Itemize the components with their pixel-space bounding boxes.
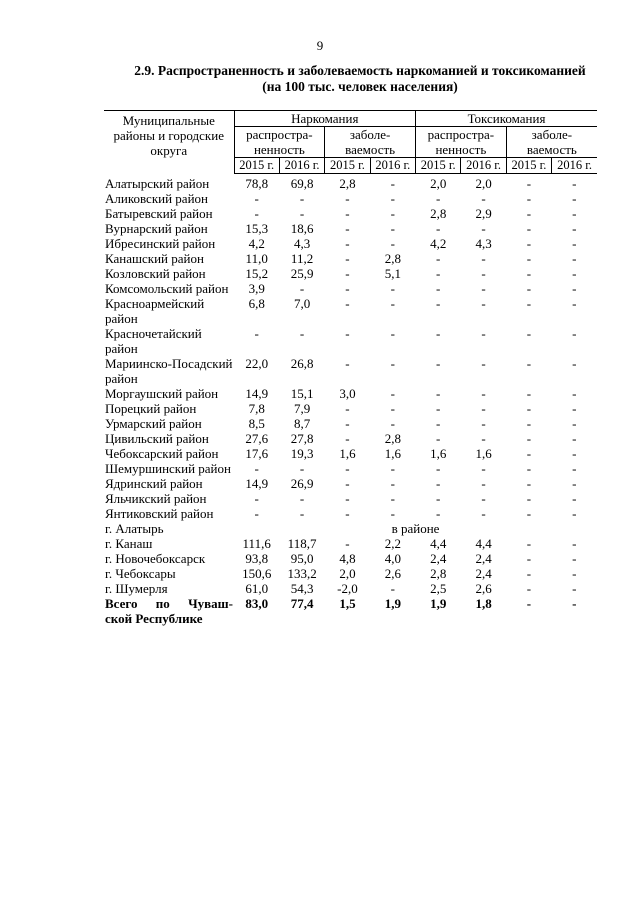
row-value: - bbox=[572, 281, 577, 296]
row-value: - bbox=[390, 461, 395, 476]
row-name: Порецкий район bbox=[105, 401, 197, 416]
row-name: Красноармейский район bbox=[105, 296, 205, 326]
row-value: - bbox=[436, 296, 441, 311]
row-value: - bbox=[299, 326, 305, 341]
row-value: - bbox=[436, 401, 441, 416]
header-narkomania: Наркомания bbox=[234, 111, 416, 127]
row-value: - bbox=[345, 461, 350, 476]
header-year: 2015 г. bbox=[234, 158, 279, 174]
row-value: - bbox=[572, 386, 577, 401]
row-value: - bbox=[345, 236, 350, 251]
row-value: 6,8 bbox=[248, 296, 265, 311]
table-row bbox=[104, 506, 597, 521]
row-value: - bbox=[345, 416, 350, 431]
row-value: - bbox=[436, 431, 441, 446]
table-title-line2: (на 100 тыс. человек населения) bbox=[262, 79, 458, 94]
row-value: - bbox=[526, 551, 532, 566]
row-value: - bbox=[481, 266, 486, 281]
header-narko-incidence bbox=[325, 127, 416, 158]
row-value: 4,8 bbox=[339, 551, 356, 566]
row-value: - bbox=[390, 506, 395, 521]
row-value: - bbox=[481, 401, 486, 416]
row-value: - bbox=[481, 491, 486, 506]
row-value: 17,6 bbox=[245, 446, 269, 461]
row-value: - bbox=[254, 191, 259, 206]
row-value: - bbox=[436, 221, 441, 236]
row-value: - bbox=[481, 251, 486, 266]
row-value: - bbox=[572, 581, 577, 596]
header-year: 2016 г. bbox=[279, 158, 324, 174]
row-value: 2,6 bbox=[475, 581, 492, 596]
row-value: - bbox=[436, 251, 441, 266]
row-value: 5,1 bbox=[384, 266, 401, 281]
row-value: 2,6 bbox=[384, 566, 401, 581]
header-toksi-prevalence-l2: ненность bbox=[435, 142, 487, 157]
row-value: 14,9 bbox=[245, 386, 269, 401]
table-row bbox=[104, 431, 597, 446]
row-name: Цивильский район bbox=[105, 431, 209, 446]
header-toksi-incidence-l2: ваемость bbox=[526, 142, 577, 157]
table-row-total bbox=[104, 596, 597, 626]
row-value: - bbox=[436, 266, 441, 281]
row-value: - bbox=[572, 296, 577, 311]
row-value: - bbox=[526, 221, 532, 236]
total-name-line1 bbox=[105, 596, 233, 611]
row-value: 7,0 bbox=[293, 296, 311, 311]
row-name: Ядринский район bbox=[105, 476, 203, 491]
table-row bbox=[104, 566, 597, 581]
row-value: - bbox=[345, 506, 350, 521]
row-value: - bbox=[572, 326, 577, 341]
row-name: Ибресинский район bbox=[105, 236, 216, 251]
row-value: - bbox=[526, 281, 532, 296]
row-value: - bbox=[345, 296, 350, 311]
row-value: 3,0 bbox=[339, 386, 356, 401]
total-value: - bbox=[572, 596, 577, 611]
row-value: 4,4 bbox=[430, 536, 447, 551]
row-value: - bbox=[345, 356, 350, 371]
row-value: 7,8 bbox=[248, 401, 265, 416]
row-value: - bbox=[526, 536, 532, 551]
row-value: - bbox=[436, 491, 441, 506]
table-row bbox=[104, 491, 597, 506]
row-value: - bbox=[481, 386, 486, 401]
row-value: - bbox=[526, 266, 532, 281]
header-toksikomania: Токсикомания bbox=[416, 111, 598, 127]
total-name-word: Чуваш- bbox=[188, 596, 233, 611]
row-value: 133,2 bbox=[287, 566, 317, 581]
row-value: 27,6 bbox=[245, 431, 269, 446]
row-value: 95,0 bbox=[290, 551, 314, 566]
row-value: - bbox=[572, 416, 577, 431]
row-value: - bbox=[345, 206, 350, 221]
total-value: 1,8 bbox=[475, 596, 492, 611]
row-value: 2,0 bbox=[339, 566, 356, 581]
row-value: - bbox=[390, 191, 395, 206]
row-value: - bbox=[572, 536, 577, 551]
row-value: - bbox=[481, 356, 486, 371]
total-value: 1,9 bbox=[430, 596, 447, 611]
row-value: 2,8 bbox=[384, 431, 401, 446]
row-value: - bbox=[345, 401, 350, 416]
row-value: 4,3 bbox=[293, 236, 311, 251]
row-value: 1,6 bbox=[339, 446, 356, 461]
row-value: - bbox=[526, 386, 532, 401]
row-name: г. Чебоксары bbox=[105, 566, 176, 581]
table-row bbox=[104, 266, 597, 281]
row-name: Яльчикский район bbox=[105, 491, 207, 506]
row-value: - bbox=[526, 461, 532, 476]
total-name bbox=[104, 596, 234, 626]
row-value: - bbox=[526, 401, 532, 416]
row-value: - bbox=[390, 176, 395, 191]
header-year: 2015 г. bbox=[416, 158, 461, 174]
row-value: - bbox=[436, 281, 441, 296]
row-value: - bbox=[572, 191, 577, 206]
row-name: Чебоксарский район bbox=[105, 446, 219, 461]
row-merged-note: в районе bbox=[391, 521, 440, 536]
row-value: - bbox=[526, 566, 532, 581]
row-value: 1,6 bbox=[475, 446, 492, 461]
row-value: 4,3 bbox=[475, 236, 492, 251]
table-row bbox=[104, 386, 597, 401]
row-value: 19,3 bbox=[290, 446, 314, 461]
row-value: - bbox=[390, 491, 395, 506]
row-value: 150,6 bbox=[242, 566, 272, 581]
table-row bbox=[104, 206, 597, 221]
total-name-word: Всего bbox=[105, 596, 138, 611]
row-value: - bbox=[572, 356, 577, 371]
row-value: - bbox=[345, 221, 350, 236]
total-value: - bbox=[526, 596, 532, 611]
row-value: 11,2 bbox=[290, 251, 314, 266]
row-value: - bbox=[436, 461, 441, 476]
row-value: - bbox=[390, 326, 395, 341]
header-narko-incidence-l2: ваемость bbox=[345, 142, 396, 157]
row-value: 7,9 bbox=[293, 401, 311, 416]
header-year: 2016 г. bbox=[552, 158, 597, 174]
table-row bbox=[104, 251, 597, 266]
row-name: Шемуршинский район bbox=[105, 461, 231, 476]
row-name: г. Шумерля bbox=[105, 581, 168, 596]
header-narko-prevalence-l1: распростра- bbox=[246, 127, 313, 142]
row-value: - bbox=[526, 326, 532, 341]
row-value: - bbox=[526, 176, 532, 191]
row-value: - bbox=[526, 191, 532, 206]
row-name: Козловский район bbox=[105, 266, 206, 281]
row-value: - bbox=[254, 461, 259, 476]
table-row bbox=[104, 416, 597, 431]
row-value: - bbox=[481, 296, 486, 311]
row-value: 4,2 bbox=[430, 236, 447, 251]
row-value: - bbox=[436, 191, 441, 206]
row-value: - bbox=[526, 296, 532, 311]
row-value: - bbox=[572, 401, 577, 416]
row-value: - bbox=[481, 281, 486, 296]
row-value: - bbox=[572, 206, 577, 221]
row-value: 2,0 bbox=[430, 176, 447, 191]
row-value: 15,2 bbox=[245, 266, 269, 281]
row-value: 2,8 bbox=[384, 251, 401, 266]
row-value: - bbox=[572, 236, 577, 251]
row-value: 26,9 bbox=[290, 476, 314, 491]
row-value: 27,8 bbox=[290, 431, 314, 446]
row-value: - bbox=[390, 221, 395, 236]
row-value: - bbox=[254, 326, 259, 341]
header-narko-prevalence bbox=[234, 127, 325, 158]
header-narko-prevalence-l2: ненность bbox=[253, 142, 305, 157]
page-number: 9 bbox=[316, 38, 324, 53]
row-value: - bbox=[345, 431, 350, 446]
row-value: - bbox=[436, 416, 441, 431]
header-year: 2016 г. bbox=[370, 158, 415, 174]
row-name: Канашский район bbox=[105, 251, 204, 266]
row-value: - bbox=[572, 446, 577, 461]
table-row bbox=[104, 236, 597, 251]
row-value: - bbox=[572, 176, 577, 191]
row-value: - bbox=[572, 221, 577, 236]
table-row bbox=[104, 536, 597, 551]
row-name: Мариинско-Посадский район bbox=[105, 356, 233, 386]
header-toksi-incidence-l1: заболе- bbox=[531, 127, 573, 142]
row-value: - bbox=[345, 266, 350, 281]
row-value: - bbox=[390, 581, 395, 596]
row-value: - bbox=[526, 581, 532, 596]
row-name: Красночетайский район bbox=[105, 326, 202, 356]
row-value: - bbox=[299, 461, 305, 476]
row-value: - bbox=[526, 506, 532, 521]
row-value: - bbox=[345, 491, 350, 506]
row-name: Моргаушский район bbox=[105, 386, 219, 401]
row-value: - bbox=[526, 251, 532, 266]
row-value: 4,4 bbox=[475, 536, 492, 551]
row-name: Вурнарский район bbox=[105, 221, 208, 236]
table-header bbox=[104, 111, 597, 174]
table-row bbox=[104, 446, 597, 461]
table-row bbox=[104, 461, 597, 476]
row-value: - bbox=[390, 281, 395, 296]
header-year: 2016 г. bbox=[461, 158, 506, 174]
header-narko-incidence-l1: заболе- bbox=[349, 127, 391, 142]
row-value: 1,6 bbox=[384, 446, 401, 461]
row-value: - bbox=[481, 431, 486, 446]
row-value: - bbox=[481, 191, 486, 206]
row-value: - bbox=[481, 221, 486, 236]
row-value: 2,5 bbox=[430, 581, 447, 596]
row-value: - bbox=[390, 296, 395, 311]
row-value: - bbox=[572, 431, 577, 446]
row-value: 2,4 bbox=[475, 566, 492, 581]
table-row bbox=[104, 521, 597, 536]
row-name: Янтиковский район bbox=[105, 506, 214, 521]
row-value: - bbox=[526, 491, 532, 506]
row-value: 26,8 bbox=[290, 356, 314, 371]
row-value: - bbox=[299, 491, 305, 506]
table-row bbox=[104, 356, 597, 386]
row-value: - bbox=[345, 191, 350, 206]
row-value: - bbox=[572, 491, 577, 506]
row-value: - bbox=[526, 431, 532, 446]
header-year: 2015 г. bbox=[506, 158, 551, 174]
total-name-line2: ской Республике bbox=[105, 611, 203, 626]
row-value: - bbox=[390, 206, 395, 221]
row-value: - bbox=[299, 281, 305, 296]
row-value: - bbox=[390, 356, 395, 371]
row-value: 18,6 bbox=[290, 221, 314, 236]
row-value: - bbox=[436, 476, 441, 491]
table-row bbox=[104, 281, 597, 296]
row-value: - bbox=[390, 416, 395, 431]
row-value: 1,6 bbox=[430, 446, 447, 461]
row-name: г. Новочебоксарск bbox=[105, 551, 206, 566]
row-value: - bbox=[390, 386, 395, 401]
table-row bbox=[104, 476, 597, 491]
row-value: - bbox=[299, 506, 305, 521]
row-value: - bbox=[572, 251, 577, 266]
row-value: 93,8 bbox=[245, 551, 269, 566]
row-value: 111,6 bbox=[242, 536, 271, 551]
table-row bbox=[104, 581, 597, 596]
row-value: - bbox=[345, 476, 350, 491]
row-value: - bbox=[572, 266, 577, 281]
row-value: - bbox=[254, 506, 259, 521]
row-value: - bbox=[572, 551, 577, 566]
statistics-table bbox=[104, 110, 597, 626]
row-value: 2,8 bbox=[430, 566, 447, 581]
row-value: - bbox=[526, 236, 532, 251]
header-toksi-prevalence-l1: распростра- bbox=[427, 127, 495, 142]
total-value: 83,0 bbox=[245, 596, 269, 611]
row-name: г. Канаш bbox=[105, 536, 153, 551]
row-value: - bbox=[345, 326, 350, 341]
total-name-word: по bbox=[155, 596, 170, 611]
row-value: - bbox=[481, 506, 486, 521]
header-year: 2015 г. bbox=[325, 158, 370, 174]
row-value: 2,4 bbox=[475, 551, 492, 566]
row-value: - bbox=[526, 416, 532, 431]
row-value: - bbox=[345, 281, 350, 296]
row-name: Урмарский район bbox=[105, 416, 202, 431]
row-value: 14,9 bbox=[245, 476, 269, 491]
row-value: - bbox=[526, 206, 532, 221]
row-value: - bbox=[481, 326, 486, 341]
row-value: - bbox=[390, 401, 395, 416]
row-value: 78,8 bbox=[245, 176, 269, 191]
row-value: - bbox=[254, 491, 259, 506]
row-value: 118,7 bbox=[287, 536, 317, 551]
row-value: - bbox=[572, 506, 577, 521]
table-row bbox=[104, 401, 597, 416]
row-value: - bbox=[254, 206, 259, 221]
total-value: 1,9 bbox=[384, 596, 401, 611]
row-value: - bbox=[481, 416, 486, 431]
table-row bbox=[104, 191, 597, 206]
row-value: 69,8 bbox=[290, 176, 314, 191]
row-value: - bbox=[345, 536, 350, 551]
header-municipal: Муниципальные районы и городские округа bbox=[104, 111, 234, 174]
row-value: 3,9 bbox=[248, 281, 265, 296]
row-value: - bbox=[436, 356, 441, 371]
row-value: 61,0 bbox=[245, 581, 269, 596]
table-row bbox=[104, 326, 597, 356]
header-toksi-incidence bbox=[506, 127, 597, 158]
table-row bbox=[104, 221, 597, 236]
row-value: - bbox=[390, 236, 395, 251]
row-value: - bbox=[572, 476, 577, 491]
row-name: Аликовский район bbox=[105, 191, 208, 206]
row-value: - bbox=[526, 356, 532, 371]
table-row bbox=[104, 296, 597, 326]
row-value: - bbox=[436, 506, 441, 521]
row-name: Алатырский район bbox=[105, 175, 210, 191]
row-value: 54,3 bbox=[290, 581, 314, 596]
header-toksi-prevalence bbox=[416, 127, 507, 158]
row-value: 25,9 bbox=[290, 266, 314, 281]
row-value: 2,8 bbox=[339, 176, 356, 191]
row-value: 15,1 bbox=[290, 386, 314, 401]
table-row bbox=[104, 174, 597, 192]
table-title-line1: 2.9. Распространенность и заболеваемость наркоманией и токсикоманией bbox=[134, 63, 586, 78]
total-value: 77,4 bbox=[290, 596, 314, 611]
row-value: - bbox=[481, 461, 486, 476]
table-title bbox=[100, 63, 620, 95]
row-value: - bbox=[481, 476, 486, 491]
row-value: - bbox=[436, 386, 441, 401]
row-value: 15,3 bbox=[245, 221, 269, 236]
row-value: - bbox=[345, 251, 350, 266]
row-value: -2,0 bbox=[337, 581, 358, 596]
row-value: - bbox=[390, 476, 395, 491]
total-value: 1,5 bbox=[339, 596, 356, 611]
table-body bbox=[104, 174, 597, 627]
row-value: - bbox=[572, 566, 577, 581]
row-value: - bbox=[436, 326, 441, 341]
row-value: 8,7 bbox=[293, 416, 311, 431]
row-name: Комсомольский район bbox=[105, 281, 229, 296]
row-value: 2,9 bbox=[475, 206, 492, 221]
row-value: 22,0 bbox=[245, 356, 269, 371]
row-value: - bbox=[572, 461, 577, 476]
row-value: 2,2 bbox=[384, 536, 401, 551]
row-name: Батыревский район bbox=[105, 206, 213, 221]
row-value: - bbox=[299, 206, 305, 221]
row-value: 4,0 bbox=[384, 551, 401, 566]
row-value: - bbox=[526, 476, 532, 491]
row-value: 2,4 bbox=[430, 551, 447, 566]
row-value: 2,0 bbox=[475, 176, 492, 191]
row-value: 2,8 bbox=[430, 206, 447, 221]
row-value: 8,5 bbox=[248, 416, 265, 431]
table-row bbox=[104, 551, 597, 566]
row-value: - bbox=[526, 446, 532, 461]
row-value: 11,0 bbox=[245, 251, 268, 266]
row-name: г. Алатырь bbox=[105, 521, 164, 536]
row-value: 4,2 bbox=[248, 236, 265, 251]
row-value: - bbox=[299, 191, 305, 206]
